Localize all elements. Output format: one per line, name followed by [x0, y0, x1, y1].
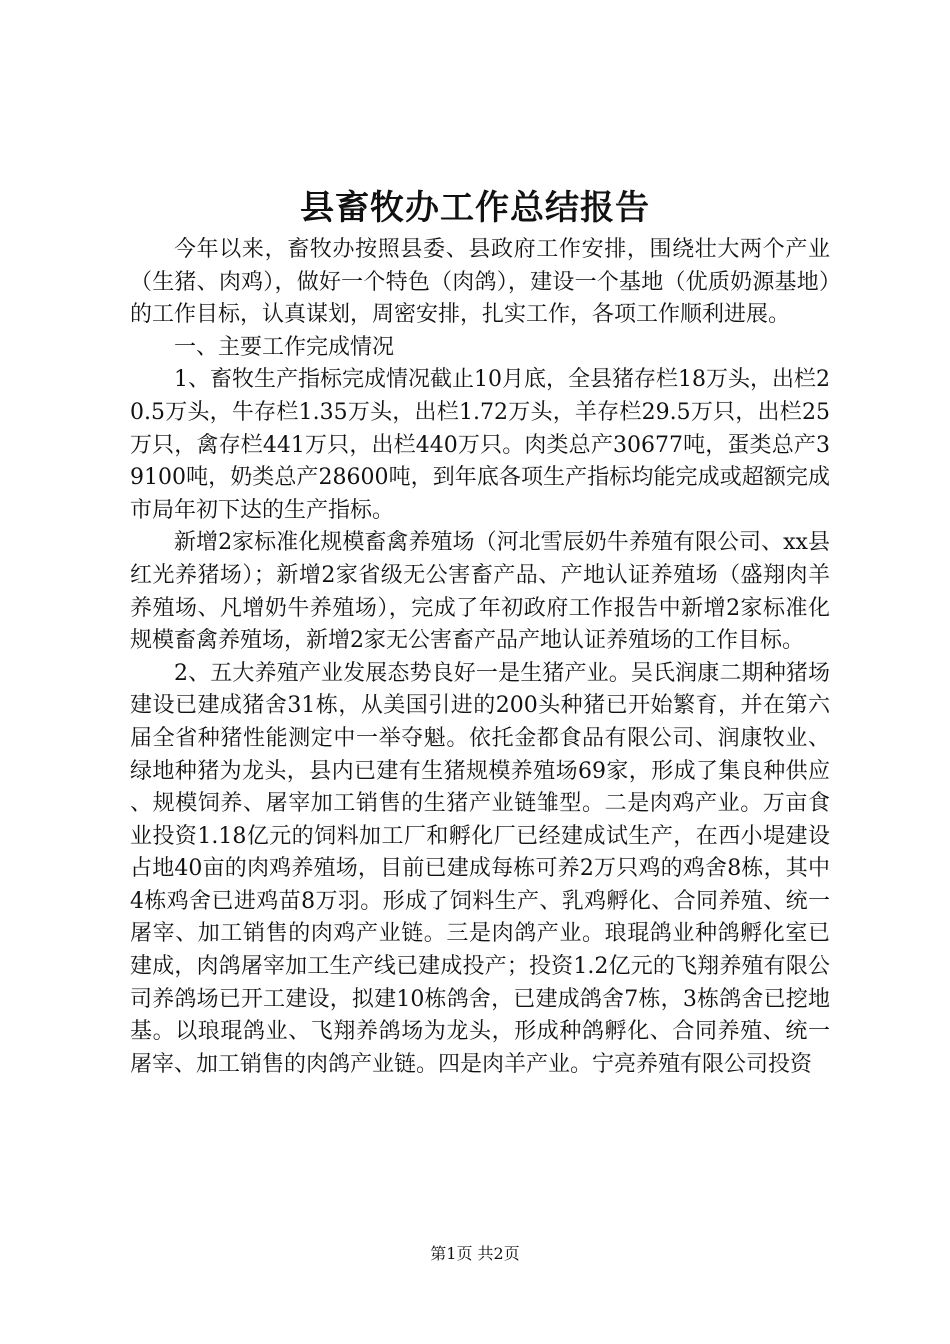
paragraph-intro: 今年以来，畜牧办按照县委、县政府工作安排，围绕壮大两个产业（生猪、肉鸡），做好一个特色（肉鸽），建设一个基地（优质奶源基地）的工作目标，认真谋划，周密安排，扎实工作，各项工作顺利进展。	[130, 237, 830, 328]
document-body	[130, 234, 830, 1081]
paragraph-five-industries: 2、五大养殖产业发展态势良好一是生猪产业。吴氏润康二期种猪场建设已建成猪舍31栋，从美国引进的200头种猪已开始繁育，并在第六届全省种猪性能测定中一举夺魁。依托金都食品有限公司、润康牧业、绿地种猪为龙头，县内已建有生猪规模养殖场69家，形成了集良种供应、规模饲养、屠宰加工销售的生猪产业链雏型。二是肉鸡产业。万亩食业投资1.18亿元的饲料加工厂和孵化厂已经建成试生产，在西小堤建设占地40亩的肉鸡养殖场，目前已建成每栋可养2万只鸡的鸡舍8栋，其中4栋鸡舍已进鸡苗8万羽。形成了饲料生产、乳鸡孵化、合同养殖、统一屠宰、加工销售的肉鸡产业链。三是肉鸽产业。琅琨鸽业种鸽孵化室已建成，肉鸽屠宰加工生产线已建成投产；投资1.2亿元的飞翔养殖有限公司养鸽场已开工建设，拟建10栋鸽舍，已建成鸽舍7栋，3栋鸽舍已挖地基。以琅琨鸽业、飞翔养鸽场为龙头，形成种鸽孵化、合同养殖、统一屠宰、加工销售的肉鸽产业链。四是肉羊产业。宁亮养殖有限公司投资	[130, 660, 830, 1077]
page-footer: 第1页 共2页	[430, 1244, 520, 1263]
paragraph-production-indicators: 1、畜牧生产指标完成情况截止10月底，全县猪存栏18万头，出栏20.5万头，牛存栏1.35万头，出栏1.72万头，羊存栏29.5万只，出栏25万只，禽存栏441万只，出栏440万只。肉类总产30677吨，蛋类总产39100吨，奶类总产28600吨，到年底各项生产指标均能完成或超额完成市局年初下达的生产指标。	[130, 367, 831, 523]
section-heading: 一、主要工作完成情况	[174, 334, 395, 360]
paragraph-new-farms: 新增2家标准化规模畜禽养殖场（河北雪辰奶牛养殖有限公司、xx县红光养猪场）；新增2家省级无公害畜产品、产地认证养殖场（盛翔肉羊养殖场、凡增奶牛养殖场），完成了年初政府工作报告中新增2家标准化规模畜禽养殖场，新增2家无公害畜产品产地认证养殖场的工作目标。	[130, 530, 830, 654]
document-title: 县畜牧办工作总结报告	[300, 188, 650, 228]
